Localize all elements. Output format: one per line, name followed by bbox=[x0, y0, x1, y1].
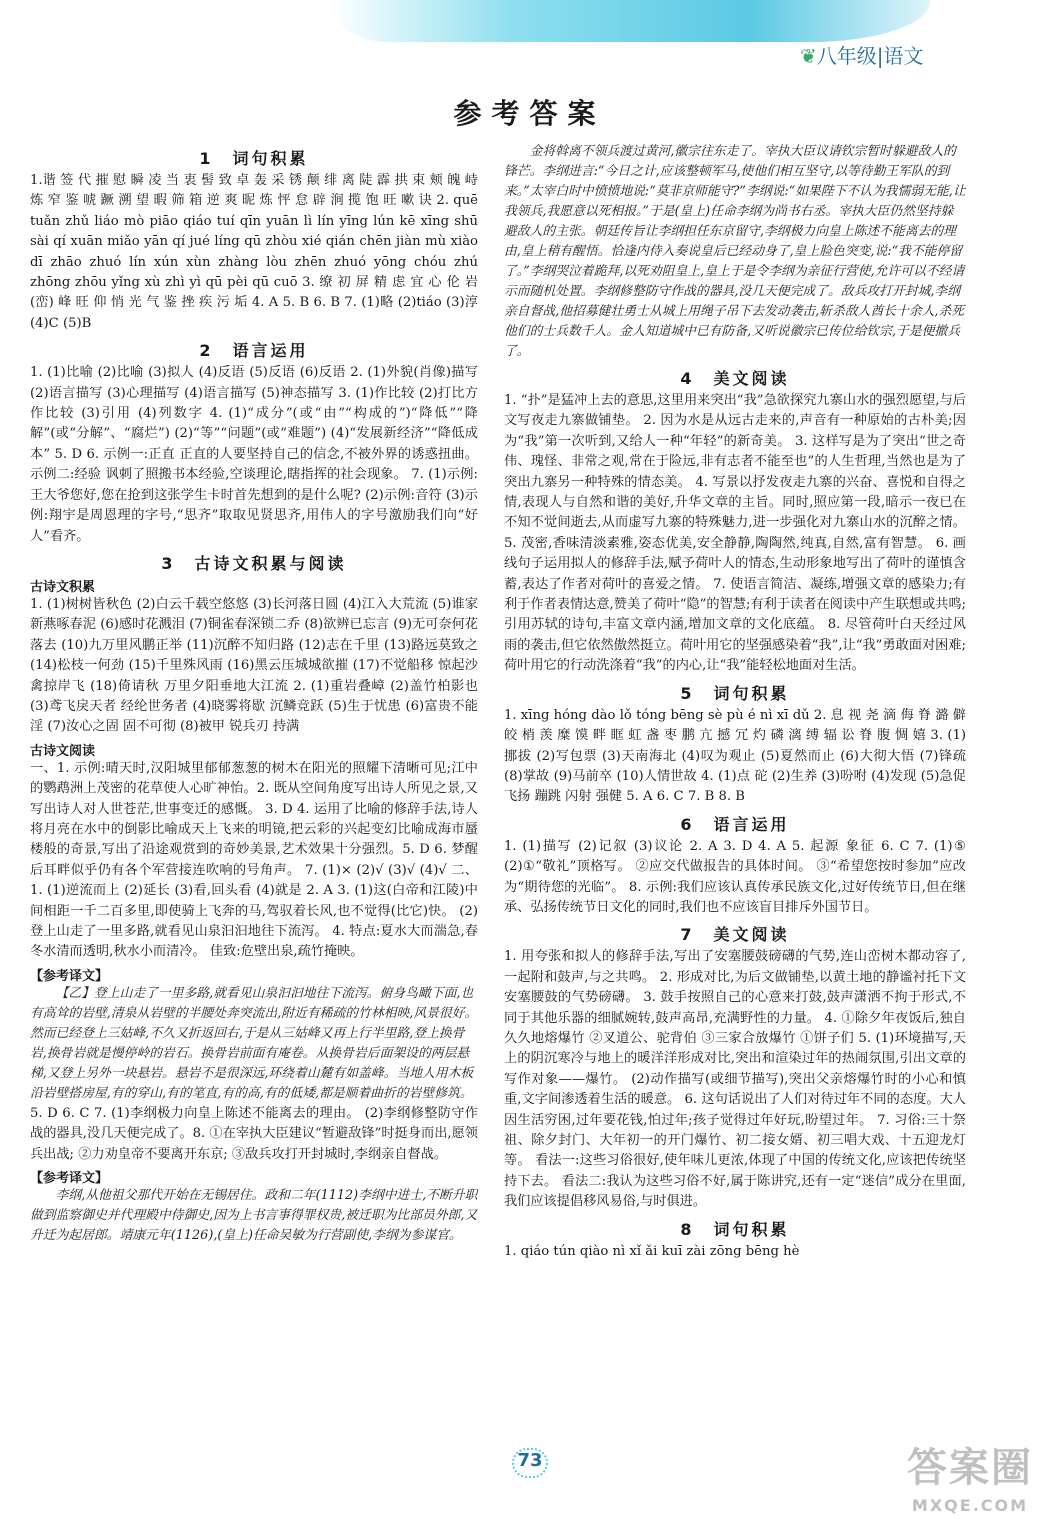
watermark-main: 答案圈 bbox=[907, 1445, 1033, 1491]
section-3-accumulation-answers: 1. (1)树树皆秋色 (2)白云千载空悠悠 (3)长河落日圆 (4)江入大荒流 (5)谁家新燕啄春泥 (6)感时花溅泪 (7)铜雀春深锁二乔 (8)欲辨已忘言 (9)无可奈何花落去 (10)九万里风鹏正举 (11)沉醉不知归路 (12)志在千里 (13)路远莫致之 (14)松枝一何劲 (15)千里殊风雨 (16)黑云压城城欲摧 (17)不觉船移 惊起沙禽掠岸飞 (18)倚请秋 万里夕阳垂地大江流 2. (1)重岩叠嶂 (2)盖竹柏影也 (3)鸢飞戾天者 经纶世务者 (4)晓雾将歇 沉鳞竞跃 (5)生于忧患 (6)富贵不能淫 (7)汝心之固 固不可彻 (8)被甲 锐兵刃 持满 bbox=[30, 596, 478, 735]
page-number-text: 73 bbox=[517, 1450, 543, 1471]
section-5-answers: 1. xīng hóng dào lǒ tóng bēng sè pù é nì xī dǔ 2. 息 视 尧 滴 侮 脊 潞 僻 皎 梢 羡 糜 馍 畔 眶 虹 盏 枣 鹏 亢 撼 冗 灼 磷 漓 缚 辐 讼 脊 腹 惆 嬉 3. (1)挪拔 (2)写包票 (3)天南海北 (4)叹为观止 (5)夏然而止 (6)大彻大悟 (7)锋疏 (8)掌故 (9)马前卒 (10)人情世故 4. (1)点 砣 (2)生养 (3)吩咐 (4)发现 (5)急促 飞扬 蹦跳 闪射 强健 5. A 6. C 7. B 8. B bbox=[504, 707, 966, 805]
section-3-title: 3 古诗文积累与阅读 bbox=[161, 553, 347, 573]
section-3-extra-answers: 5. D 6. C 7. (1)李纲极力向皇上陈述不能离去的理由。 (2)李纲修整防守作战的器具,没几天便完成了。8. ①在宰执大臣建议“暂避敌锋”时挺身而出,愿领兵出战; ②力劝皇帝不要离开东京; ③敌兵攻打开封城时,李纲亲自督战。 bbox=[30, 1105, 478, 1162]
watermark-url: MXQE.COM bbox=[911, 1496, 1029, 1515]
section-6-title: 6 语言运用 bbox=[680, 814, 790, 834]
reference-translation-2-continued: 金将斡离不领兵渡过黄河,徽宗往东走了。宰执大臣议请钦宗暂时躲避敌人的锋芒。李纲进言:“今日之计,应该整顿军马,使他们相互坚守,以等待勤王军队的到来。”太宰白时中愤愤地说:“莫非京师能守?”李纲说:“如果陛下不认为我懦弱无能,让我领兵,我愿意以死相报。”于是(皇上)任命李纲为尚书右丞。宰执大臣仍然坚持躲避敌人的主张。朝廷传旨让李纲担任东京留守,李纲极力向皇上陈述不能离去的理由,皇上稍有醒悟。恰逢内侍入奏说皇后已经动身了,皇上脸色突变,说:“我不能停留了。”李纲哭泣着跪拜,以死劝阻皇上,皇上于是令李纲为亲征行营使,允许可以不经请示而随机处置。李纲修整防守作战的器具,没几天便完成了。敌兵攻打开封城,李纲亲自督战,他招募健壮勇士从城上用绳子吊下去发动袭击,斩杀敌人酋长十余人,杀死他们的士兵数千人。金人知道城中已有防备,又听说徽宗已传位给钦宗,于是便撤兵了。 bbox=[504, 144, 966, 359]
right-column bbox=[504, 142, 966, 1422]
section-4-answers: 1. “扑”是猛冲上去的意思,这里用来突出“我”急欲探究九寨山水的强烈愿望,与后文写夜走九寨做铺垫。 2. 因为水是从远古走来的,声音有一种原始的古朴美;因为“我”第一次听到,又给人一种“年轻”的新奇美。 3. 这样写是为了突出“世之奇伟、瑰怪、非常之观,常在于险远,非有志者不能至也”的人生哲理,当然也是为了突出九寨另一种特殊的情态美。 4. 写景以抒发夜走九寨的兴奋、喜悦和自得之情,表现人与自然和谐的美好,升华文章的主旨。同时,照应第一段,暗示一夜已在不知不觉间逝去,从而虚写九寨的特殊魅力,进一步强化对九寨山水的沉醉之情。 5. 茂密,香味清淡素雅,姿态优美,安全静静,陶陶然,纯真,自然,富有智慧。 6. 画线句子运用拟人的修辞手法,赋予荷叶人的情态,生动形象地写出了荷叶的谨慎含蓄,表达了作者对荷叶的喜爱之情。 7. 使语言简洁、凝练,增强文章的感染力;有利于作者表情达意,赞美了荷叶“隐”的智慧;有利于读者在阅读中产生联想或共鸣;引用苏轼的诗句,丰富文章内涵,增加文章的文化底蕴。 8. 尽管荷叶白天经过风雨的袭击,但它依然傲然挺立。荷叶用它的坚强感染着“我”,让“我”勇敢面对困难;荷叶用它的行动洗涤着“我”的内心,让“我”能轻松地面对生活。 bbox=[504, 393, 966, 674]
reference-translation-heading-2: 【参考译文】 bbox=[30, 1171, 109, 1187]
section-1-answers: 1.谐 签 代 摧 慰 瞬 凌 当 衷 髻 致 卓 轰 采 锈 颠 绯 离 陡 霹 拱 束 颊 魄 峙 炼 窄 鉴 唬 蹶 溯 望 暇 筛 箱 逆 爽 昵 炼 怦 怠 辟 涧 揽 饱 旺 嗽 诀 2. quē tuǎn zhǔ liáo mò piāo qiáo tuí qīn yuān lì lín yīng lún kē xīng shū sài qí xuān miǎo yān qí jué líng qū zhòu xié qián chēn jiàn mù xiào dī zhāo zhuó lín xún xùn zhàng lòu zhēn zhuó yōng chóu zhú zhōng zhōu yǐng xù zhì yì qū pèi qū cuō 3. 缭 初 屏 精 虑 宜 心 伦 岩(峦) 峰 旺 仰 悄 光 气 鉴 挫 疾 污 垢 4. A 5. B 6. B 7. (1)略 (2)tiáo (3)淳 (4)C (5)B bbox=[30, 173, 478, 331]
section-1-title: 1 词句积累 bbox=[199, 149, 309, 168]
section-8-answers: 1. qiáo tún qiào nì xǐ ǎi kuī zài zōng bēng hè bbox=[504, 1243, 800, 1259]
section-5-title: 5 词句积累 bbox=[680, 683, 790, 703]
section-2-title: 2 语言运用 bbox=[199, 341, 309, 361]
section-6-answers: 1. (1)描写 (2)记叙 (3)议论 2. A 3. D 4. A 5. 起源 象征 6. C 7. (1)⑤ (2)①“敬礼”顶格写。 ②应交代做报告的具体时间。 ③“希望您按时参加”应改为“期待您的光临”。 8. 示例:我们应该认真传承民族文化,过好传统节日,但在继承、弘扬传统节日文化的同时,我们也不应该盲目排斥外国节日。 bbox=[504, 838, 966, 915]
watermark-logo bbox=[900, 1440, 1040, 1530]
reference-translation-1: 【乙】登上山走了一里多路,就看见山泉汩汩地往下流泻。俯身鸟瞰下面,也有高耸的岩壁,清泉从岩壁的半腰处奔突流出,附近有稀疏的竹林相映,风景很好。然而已经登上三姑峰,不久又折返回右,于是从三姑峰又再上行半里路,登上换骨岩,换骨岩就是慢停岭的岩石。换骨岩前面有庵卷。从换骨岩后面架设的两层悬梯,又登上另外一块悬岩。悬岩不是很深远,环绕着山麓有如盖峰。当地人用木板沿岩壁搭房屋,有的穿山,有的笔直,有的高,有的低矮,都是顺着曲折的岩壁修筑。 bbox=[30, 985, 478, 1101]
reference-translation-2: 李纲,从他祖父那代开始在无锡居住。政和二年(1112)李纲中进士,不断升职做到监察御史并代理殿中侍御史,因为上书言事得罪权贵,被迁职为比部员外郎,又升迁为起居郎。靖康元年(1126),(皇上)任命吴敏为行营副使,李纲为参谋官。 bbox=[30, 1188, 478, 1244]
left-column bbox=[30, 142, 478, 1420]
section-3-subhead-reading: 古诗文阅读 bbox=[30, 743, 96, 759]
reference-translation-heading-1: 【参考译文】 bbox=[30, 968, 109, 984]
section-3-subhead-accumulation: 古诗文积累 bbox=[30, 579, 96, 595]
section-4-title: 4 美文阅读 bbox=[680, 369, 790, 388]
grade-text: 八年级|语文 bbox=[816, 44, 924, 68]
section-3-reading-answers: 一、1. 示例:晴天时,汉阳城里郁郁葱葱的树木在阳光的照耀下清晰可见;江中的鹦鹉洲上茂密的花草使人心旷神怡。2. 既从空间角度写出诗人所见之景,又写出诗人对人世苍茫,世事变迁的感慨。 3. D 4. 运用了比喻的修辞手法,诗人将月亮在水中的倒影比喻成天上飞来的明镜,把云彩的兴起变幻比喻成海市蜃楼般的奇景,写出了沿途观赏到的奇妙美景,艺术效果十分强烈。5. D 6. 梦醒后耳畔似乎仍有各个军营接连吹响的号角声。 7. (1)× (2)√ (3)√ (4)√ 二、1. (1)逆流而上 (2)延长 (3)看,回头看 (4)就是 2. A 3. (1)这(白帝和江陵)中间相距一千二百多里,即使骑上飞奔的马,驾驭着长风,也不觉得(比它)快。 (2)登上山走了一里多路,就看见山泉汩汩地往下流泻。 4. 特点:夏水大而湍急,春冬水清而透明,秋水小而清冷。 佳致:危壁出泉,疏竹掩映。 bbox=[30, 760, 478, 960]
grade-label bbox=[800, 40, 924, 69]
leaf-icon: ❦ bbox=[800, 44, 817, 68]
section-7-answers: 1. 用夸张和拟人的修辞手法,写出了安塞腰鼓磅礴的气势,连山峦树木都动容了,一起附和鼓声,与之共鸣。 2. 形成对比,为后文做铺垫,以黄土地的静谧衬托下文安塞腰鼓的气势磅礴。 3. 鼓手按照自己的心意来打鼓,鼓声潇洒不拘于形式,不同于其他乐器的细腻婉转,鼓声高昂,充满野性的力量。 4. ①除夕年夜饭后,独自久久地熔爆竹 ②叉道公、驼背伯 ③三家合放爆竹 ①饼子们 5. (1)环境描写,天上的阴沉寒冷与地上的暖洋洋形成对比,突出和渲染过年的热闹氛围,引出文章的写作对象——爆竹。 (2)动作描写(或细节描写),突出父亲熔爆竹时的小心和慎重,文字间渗透着生活的暖意。 6. 这句话说出了人们对待过年不同的态度。大人因生活穷困,过年要花钱,怕过年;孩子觉得过年好玩,盼望过年。 7. 习俗:三十祭祖、除夕封门、大年初一的开门爆竹、初二接女婿、初三唱大戏、十五迎龙灯等。 看法一:这些习俗很好,使年味儿更浓,体现了中国的传统文化,应该把传统坚持下去。 看法二:我认为这些习俗不好,属于陈讲究,还有一定“迷信”成分在里面,我们应该提倡移风易俗,与时俱进。 bbox=[504, 949, 966, 1210]
section-8-title: 8 词句积累 bbox=[680, 1219, 790, 1239]
section-7-title: 7 美文阅读 bbox=[680, 925, 790, 945]
page-title: 参考答案 bbox=[453, 97, 606, 130]
top-banner bbox=[330, 0, 930, 42]
page-number bbox=[512, 1448, 548, 1476]
section-2-answers: 1. (1)比喻 (2)比喻 (3)拟人 (4)反语 (5)反语 (6)反语 2. (1)外貌(肖像)描写 (2)语言描写 (3)心理描写 (4)语言描写 (5)神态描写 3. (1)作比较 (2)打比方 作比较 (3)引用 (4)列数字 4. (1)“成分”(或“由”“构成的”)“降低”“降解”(或“分解”、“腐烂”) (2)“等”“问题”(或“难题”) (4)“发展新经济”“降低成本” 5. D 6. 示例一:正直 正直的人要坚持自己的信念,不被外界的诱惑扭曲。示例二:经验 讽刺了照搬书本经验,空谈理论,瞎指挥的社会现象。 7. (1)示例:王大爷您好,您在抢到这张学生卡时首先想到的是什么呢? (2)示例:音符 (3)示例:翔宇是周恩理的字号,“思齐”取取见贤思齐,用伟人的字号激励我们向“好人”看齐。 bbox=[30, 365, 478, 544]
